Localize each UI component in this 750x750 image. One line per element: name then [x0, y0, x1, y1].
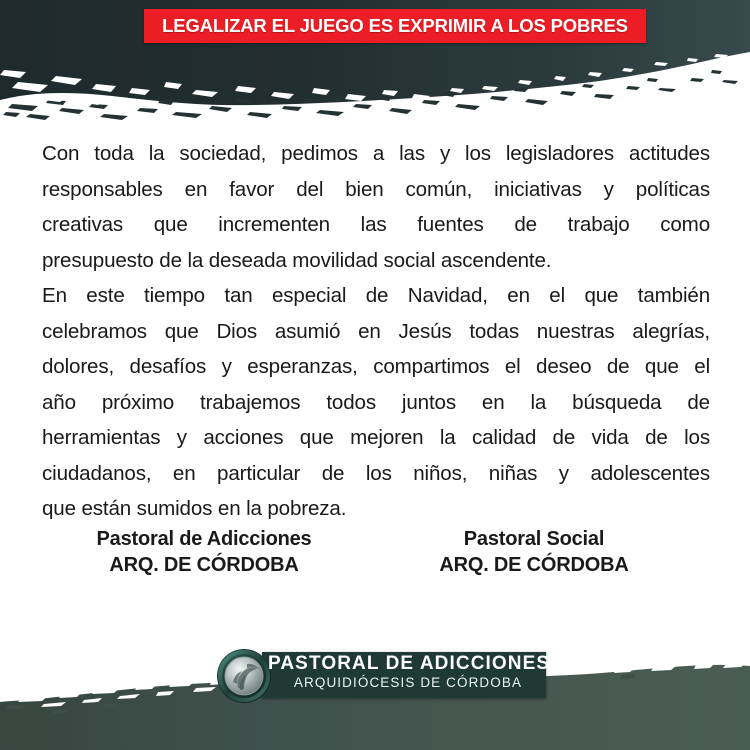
body-copy	[42, 136, 710, 527]
paragraph-1-line: responsables en favor del bien común, iniciativas y políticas	[42, 177, 710, 201]
paragraph-2-line: año próximo trabajemos todos juntos en la búsqueda de	[42, 390, 710, 414]
signature-name: Pastoral de Adicciones	[96, 528, 312, 550]
signature-name: Pastoral Social	[463, 528, 605, 550]
paragraph-1-line: Con toda la sociedad, pedimos a las y los legisladores actitudes	[42, 142, 710, 165]
paragraph-2-line: En este tiempo tan especial de Navidad, en el que también	[42, 284, 710, 307]
signature-org: ARQ. DE CÓRDOBA	[439, 554, 629, 576]
headline-text: LEGALIZAR EL JUEGO ES EXPRIMIR A LOS POBRES	[162, 14, 628, 36]
footer-logo-text	[268, 653, 551, 691]
signature-block-group	[60, 526, 696, 578]
paragraph-2-line: ciudadanos, en particular de los niños, niñas y adolescentes	[42, 461, 710, 485]
paragraph-2	[42, 278, 710, 527]
paragraph-1	[42, 136, 710, 278]
footer-logo-subtitle: ARQUIDIÓCESIS DE CÓRDOBA	[293, 675, 523, 690]
paragraph-2-line: que están sumidos en la pobreza.	[42, 497, 347, 520]
signature-org: ARQ. DE CÓRDOBA	[109, 554, 299, 576]
signature-block-social	[384, 526, 684, 578]
paragraph-1-line: creativas que incrementen las fuentes de trabajo como	[42, 213, 710, 236]
paragraph-1-line: presupuesto de la deseada movilidad social ascendente.	[42, 248, 552, 272]
circular-emblem-icon	[216, 648, 272, 704]
signature-block-adicciones	[54, 526, 354, 578]
footer-logo-title: PASTORAL DE ADICCIONES	[268, 653, 551, 674]
paragraph-2-line: celebramos que Dios asumió en Jesús todas nuestras alegrías,	[42, 319, 710, 343]
paragraph-2-line: herramientas y acciones que mejoren la calidad de vida de los	[42, 426, 710, 449]
paragraph-2-line: dolores, desafíos y esperanzas, compartimos el deseo de que el	[42, 355, 710, 378]
headline-banner	[144, 9, 646, 43]
footer-logo-lockup	[216, 648, 551, 704]
